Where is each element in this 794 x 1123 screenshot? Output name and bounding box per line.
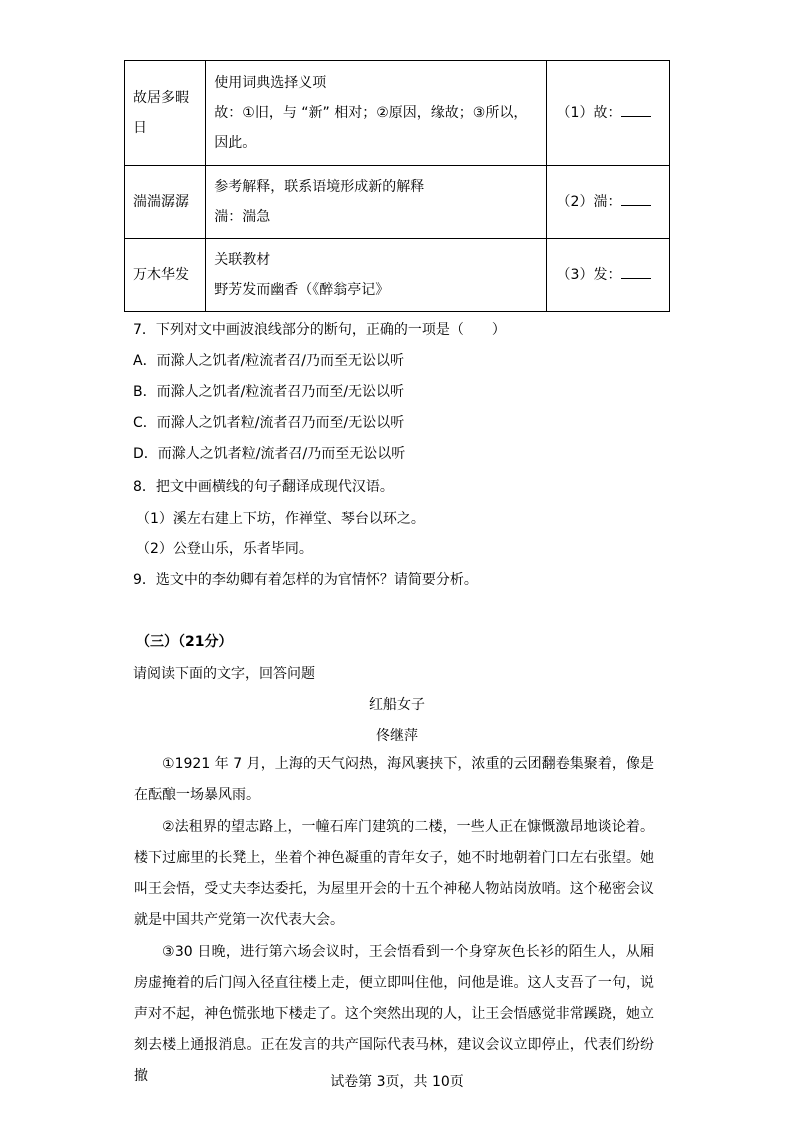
- table-word-cell: 湍湍潺潺: [125, 166, 206, 239]
- question-8-item-2: （2）公登山乐，乐者毕同。: [136, 541, 313, 557]
- question-7: 7．下列对文中画波浪线部分的断句，正确的一项是（ ）: [133, 322, 506, 338]
- answer-blank[interactable]: [621, 264, 651, 279]
- table-answer-cell: [546, 166, 669, 239]
- table-row: [125, 61, 670, 166]
- page-footer: 试卷第 3页，共 10页: [330, 1074, 464, 1090]
- table-method-cell: [206, 61, 546, 166]
- table-word-cell: 故居多暇日: [125, 61, 206, 166]
- table-answer-cell: [546, 239, 669, 312]
- question-7-option-c[interactable]: C．而滁人之饥者粒/流者召乃而至/无讼以听: [133, 415, 405, 431]
- answer-prefix: （2）湍：: [556, 194, 622, 210]
- article-title: 红船女子: [369, 697, 425, 713]
- question-7-option-b[interactable]: B．而滁人之饥者/粒流者召乃而至/无讼以听: [133, 384, 405, 400]
- method-body: 野芳发而幽香（《醉翁亭记》: [214, 282, 390, 298]
- method-title: 参考解释，联系语境形成新的解释: [214, 179, 425, 195]
- article-author: 佟继萍: [376, 728, 418, 744]
- method-body: 湍：湍急: [214, 209, 271, 225]
- method-title: 关联教材: [214, 252, 271, 268]
- answer-prefix: （3）发：: [556, 267, 622, 283]
- article-paragraph-1: ①1921 年 7 月，上海的天气闷热，海风裹挟下，浓重的云团翻卷集聚着，像是在酝酿一场暴风雨。: [134, 756, 654, 803]
- table-method-cell: [206, 239, 546, 312]
- table-row: [125, 166, 670, 239]
- answer-prefix: （1）故：: [556, 105, 622, 121]
- answer-blank[interactable]: [621, 191, 651, 206]
- table-row: [125, 239, 670, 312]
- question-9: 9．选文中的李幼卿有着怎样的为官情怀？请简要分析。: [133, 572, 478, 588]
- question-8: 8．把文中画横线的句子翻译成现代汉语。: [133, 479, 394, 495]
- answer-blank[interactable]: [621, 102, 651, 117]
- section-instruction: 请阅读下面的文字，回答问题: [133, 666, 315, 682]
- article-paragraph-2: ②法租界的望志路上，一幢石库门建筑的二楼，一些人正在慷慨激昂地谈论着。楼下过廊里的长凳上，坐着个神色凝重的青年女子，她不时地朝着门口左右张望。她叫王会悟，受丈夫李达委托，为屋里开会的十五个神秘人物站岗放哨。这个秘密会议就是中国共产党第一次代表大会。: [134, 819, 654, 928]
- question-7-option-a[interactable]: A．而滁人之饥者/粒流者召/乃而至无讼以听: [133, 353, 405, 369]
- vocab-table: [124, 60, 670, 312]
- question-8-item-1: （1）溪左右建上下坊，作禅堂、琴台以环之。: [136, 511, 425, 527]
- method-title: 使用词典选择义项: [214, 75, 327, 91]
- table-word-cell: 万木华发: [125, 239, 206, 312]
- question-7-option-d[interactable]: D．而滁人之饥者粒/流者召/乃而至无讼以听: [133, 446, 406, 462]
- table-method-cell: [206, 166, 546, 239]
- article-paragraph-3: ③30 日晚，进行第六场会议时，王会悟看到一个身穿灰色长衫的陌生人，从厢房虚掩着的后门闯入径直往楼上走，便立即叫住他，问他是谁。这人支吾了一句，说声对不起，神色慌张地下楼走了。这个突然出现的人，让王会悟感觉非常蹊跷，她立刻去楼上通报消息。正在发言的共产国际代表马林，建议会议立即停止，代表们纷纷撤: [134, 944, 654, 1084]
- table-answer-cell: [546, 61, 669, 166]
- section-heading: （三）（21分）: [136, 634, 233, 650]
- method-body: 故：①旧，与 “新” 相对；②原因，缘故；③所以，因此。: [214, 105, 528, 151]
